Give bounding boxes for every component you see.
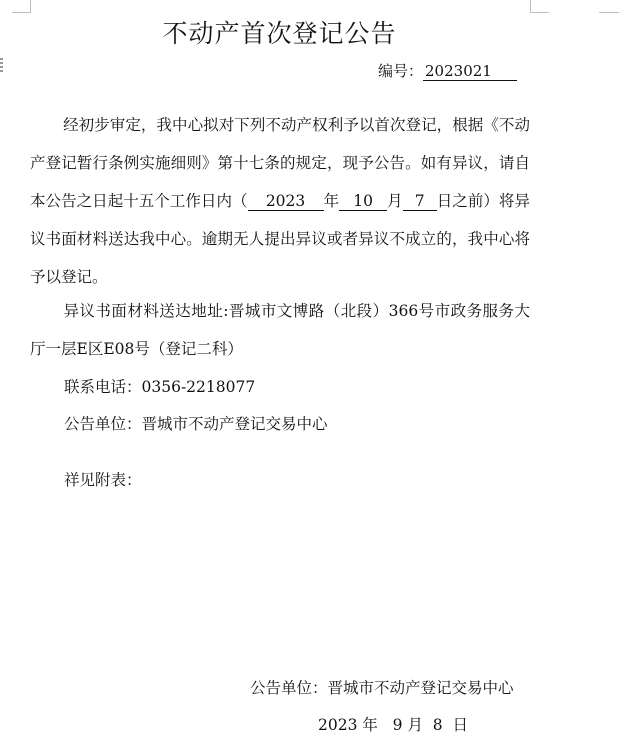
objection-address-text: 异议书面材料送达地址:晋城市文博路（北段）366号市政务服务大厅一层E区E08号（登记二科） <box>30 302 530 358</box>
margin-marker <box>0 58 3 74</box>
objection-address-paragraph <box>30 292 530 368</box>
announcing-unit: 公告单位：晋城市不动产登记交易中心 <box>64 415 328 433</box>
deadline-year: 2023 <box>248 192 324 211</box>
deadline-day: 7 <box>403 192 437 211</box>
deadline-year-unit: 年 <box>323 192 340 210</box>
page-corner-mark-top-right <box>530 0 549 13</box>
document-number-value: 2023021 <box>423 63 517 81</box>
signature-unit: 公告单位：晋城市不动产登记交易中心 <box>250 679 514 697</box>
notice-paragraph <box>30 106 530 296</box>
deadline-month-unit: 月 <box>387 192 403 210</box>
deadline-day-tail: 日之前） <box>436 192 499 210</box>
notice-paragraph-lead: 经初步审定，我中心拟对下列不动产权利予以首次登记，根据《不动产登记暂行条例实施细则》第十七条的规定，现予公告。如有异议，请自本公告之日起十五个工作日内（ <box>30 116 530 210</box>
document-number <box>378 60 517 81</box>
page-edge-mark-top-right <box>599 0 619 13</box>
see-attached-label: 祥见附表： <box>64 471 142 489</box>
page-title: 不动产首次登记公告 <box>162 19 397 48</box>
signature-date: 2023 年 9 月 8 日 <box>318 716 469 734</box>
document-number-label: 编号： <box>378 62 424 80</box>
deadline-month: 10 <box>339 192 387 211</box>
notice-paragraph-tail: 将异议书面材料送达我中心。逾期无人提出异议或者异议不成立的，我中心将予以登记。 <box>30 192 530 286</box>
contact-phone: 联系电话：0356-2218077 <box>64 378 256 396</box>
page-corner-mark-top-left <box>12 0 31 13</box>
